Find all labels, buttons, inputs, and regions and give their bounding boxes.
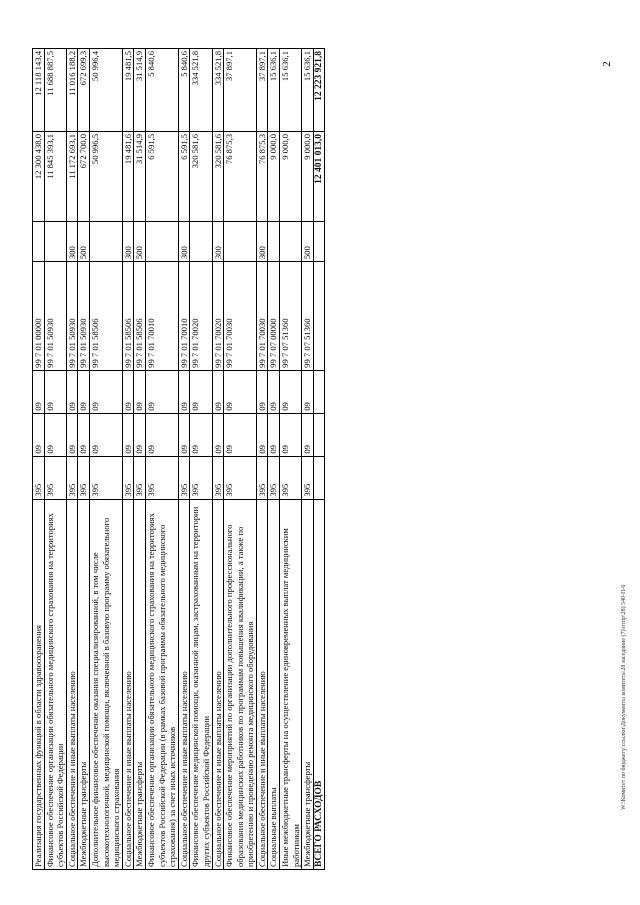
subsection-code: 09	[178, 370, 190, 413]
expense-type-code: 500	[78, 222, 90, 262]
actual-amount: 334 521,8	[212, 49, 224, 132]
table-row	[122, 49, 134, 870]
total-actual-amount: 12 223 921,8	[313, 49, 325, 132]
table-row	[178, 49, 190, 870]
subsection-code: 09	[280, 370, 302, 413]
subsection-code: 09	[190, 370, 212, 413]
table-row	[212, 49, 224, 870]
ministry-code: 395	[302, 456, 314, 499]
row-name: Межбюджетные трансферты	[302, 499, 314, 869]
section-code: 09	[178, 413, 190, 456]
expense-type-code	[145, 222, 178, 262]
expense-type-code	[89, 222, 122, 262]
expense-type-code: 500	[134, 222, 146, 262]
actual-amount: 12 118 143,4	[33, 49, 45, 132]
plan-amount: 320 581,6	[212, 131, 224, 221]
subsection-code: 09	[302, 370, 314, 413]
actual-amount: 50 996,4	[89, 49, 122, 132]
plan-amount: 6 591,5	[145, 131, 178, 221]
plan-amount: 9 000,0	[268, 131, 280, 221]
subsection-code: 09	[122, 370, 134, 413]
empty-cell	[313, 413, 325, 456]
row-name: Социальные выплаты	[268, 499, 280, 869]
footer-file-path: W:\Комитет по бюджету\ссылки\Документы комитета\28 заседание (7)\отпр\28) 540-П-6	[621, 584, 627, 810]
target-article-code: 99 7 01 50930	[44, 262, 66, 371]
table-row	[268, 49, 280, 870]
plan-amount: 6 591,5	[178, 131, 190, 221]
ministry-code: 395	[256, 456, 268, 499]
actual-amount: 11 016 188,2	[66, 49, 78, 132]
budget-table-rotated	[32, 48, 578, 870]
row-name: Финансовое обеспечение мероприятий по организации дополнительного профессионального образования медицинских работников по программам повышения квалификации, а также по приобретению и проведению ремонта медицинского оборудования	[224, 499, 257, 869]
row-name: Социальное обеспечение и иные выплаты населению	[212, 499, 224, 869]
ministry-code: 395	[280, 456, 302, 499]
table-row	[256, 49, 268, 870]
row-name: Финансовое обеспечение организации обязательного медицинского страхования на территориях субъектов Российской Федерации	[44, 499, 66, 869]
target-article-code: 99 7 07 00000	[268, 262, 280, 371]
ministry-code: 395	[224, 456, 257, 499]
plan-amount: 11 845 393,1	[44, 131, 66, 221]
plan-amount: 76 875,3	[224, 131, 257, 221]
target-article-code: 99 7 01 58506	[122, 262, 134, 371]
budget-table	[32, 48, 325, 870]
row-name: Социальное обеспечение и иные выплаты населению	[66, 499, 78, 869]
ministry-code: 395	[145, 456, 178, 499]
actual-amount: 5 840,6	[145, 49, 178, 132]
subsection-code: 09	[145, 370, 178, 413]
plan-amount: 11 172 693,1	[66, 131, 78, 221]
row-name: Социальное обеспечение и иные выплаты населению	[122, 499, 134, 869]
section-code: 09	[224, 413, 257, 456]
section-code: 09	[134, 413, 146, 456]
table-row	[145, 49, 178, 870]
row-name: Финансовое обеспечение организации обязательного медицинского страхования на территориях субъектов Российской Федерации (в рамках базовой программы обязательного медицинского страхования) за счет иных источников	[145, 499, 178, 869]
table-row	[66, 49, 78, 870]
section-code: 09	[268, 413, 280, 456]
table-row	[33, 49, 45, 870]
section-code: 09	[256, 413, 268, 456]
subsection-code: 09	[268, 370, 280, 413]
subsection-code: 09	[89, 370, 122, 413]
subsection-code: 09	[212, 370, 224, 413]
expense-type-code: 300	[178, 222, 190, 262]
actual-amount: 37 897,1	[256, 49, 268, 132]
ministry-code: 395	[178, 456, 190, 499]
target-article-code: 99 7 07 51360	[280, 262, 302, 371]
expense-type-code	[280, 222, 302, 262]
section-code: 09	[66, 413, 78, 456]
row-name: Финансовое обеспечение медицинской помощи, оказанной лицам, застрахованным на территории других субъектов Российской Федерации	[190, 499, 212, 869]
ministry-code: 395	[33, 456, 45, 499]
actual-amount: 19 481,5	[122, 49, 134, 132]
table-row	[190, 49, 212, 870]
total-row	[313, 49, 325, 870]
row-name: Межбюджетные трансферты	[134, 499, 146, 869]
target-article-code: 99 7 07 51360	[302, 262, 314, 371]
expense-type-code	[268, 222, 280, 262]
plan-amount: 9 000,0	[302, 131, 314, 221]
expense-type-code: 300	[212, 222, 224, 262]
actual-amount: 15 636,1	[302, 49, 314, 132]
empty-cell	[313, 370, 325, 413]
target-article-code: 99 7 01 58506	[89, 262, 122, 371]
subsection-code: 09	[33, 370, 45, 413]
expense-type-code	[224, 222, 257, 262]
section-code: 09	[89, 413, 122, 456]
table-row	[134, 49, 146, 870]
empty-cell	[313, 262, 325, 371]
empty-cell	[313, 456, 325, 499]
target-article-code: 99 7 01 00000	[33, 262, 45, 371]
section-code: 09	[78, 413, 90, 456]
row-name: Социальное обеспечение и иные выплаты населению	[256, 499, 268, 869]
ministry-code: 395	[212, 456, 224, 499]
plan-amount: 19 481,6	[122, 131, 134, 221]
target-article-code: 99 7 01 58506	[134, 262, 146, 371]
table-row	[78, 49, 90, 870]
table-row	[280, 49, 302, 870]
actual-amount: 5 840,6	[178, 49, 190, 132]
table-row	[89, 49, 122, 870]
table-row	[302, 49, 314, 870]
ministry-code: 395	[122, 456, 134, 499]
subsection-code: 09	[66, 370, 78, 413]
plan-amount: 9 000,0	[280, 131, 302, 221]
section-code: 09	[33, 413, 45, 456]
ministry-code: 395	[268, 456, 280, 499]
table-row	[44, 49, 66, 870]
plan-amount: 672 700,0	[78, 131, 90, 221]
subsection-code: 09	[224, 370, 257, 413]
expense-type-code: 300	[256, 222, 268, 262]
table-row	[224, 49, 257, 870]
total-label: ВСЕГО РАСХОДОВ	[313, 499, 325, 869]
section-code: 09	[44, 413, 66, 456]
ministry-code: 395	[89, 456, 122, 499]
empty-cell	[313, 222, 325, 262]
ministry-code: 395	[78, 456, 90, 499]
target-article-code: 99 7 01 70010	[178, 262, 190, 371]
plan-amount: 31 514,9	[134, 131, 146, 221]
row-name: Межбюджетные трансферты	[78, 499, 90, 869]
target-article-code: 99 7 01 50930	[78, 262, 90, 371]
section-code: 09	[280, 413, 302, 456]
target-article-code: 99 7 01 70030	[224, 262, 257, 371]
plan-amount: 76 875,3	[256, 131, 268, 221]
section-code: 09	[145, 413, 178, 456]
section-code: 09	[302, 413, 314, 456]
actual-amount: 15 636,1	[268, 49, 280, 132]
subsection-code: 09	[44, 370, 66, 413]
actual-amount: 37 897,1	[224, 49, 257, 132]
plan-amount: 320 581,6	[190, 131, 212, 221]
target-article-code: 99 7 01 70020	[212, 262, 224, 371]
ministry-code: 395	[66, 456, 78, 499]
section-code: 09	[122, 413, 134, 456]
row-name: Дополнительное финансовое обеспечение оказания специализированной, в том числе высокотехнологичной, медицинской помощи, включенной в базовую программу обязательного медицинского страхования	[89, 499, 122, 869]
row-name: Иные межбюджетные трансферты на осуществление единовременных выплат медицинским работникам	[280, 499, 302, 869]
row-name: Социальное обеспечение и иные выплаты населению	[178, 499, 190, 869]
subsection-code: 09	[78, 370, 90, 413]
plan-amount: 12 300 438,0	[33, 131, 45, 221]
total-plan-amount: 12 401 013,0	[313, 131, 325, 221]
section-code: 09	[190, 413, 212, 456]
section-code: 09	[212, 413, 224, 456]
expense-type-code: 300	[66, 222, 78, 262]
subsection-code: 09	[134, 370, 146, 413]
actual-amount: 15 636,1	[280, 49, 302, 132]
actual-amount: 672 699,3	[78, 49, 90, 132]
expense-type-code: 500	[302, 222, 314, 262]
target-article-code: 99 7 01 70030	[256, 262, 268, 371]
actual-amount: 31 514,9	[134, 49, 146, 132]
row-name: Реализация государственных функций в области здравоохранения	[33, 499, 45, 869]
expense-type-code	[44, 222, 66, 262]
ministry-code: 395	[44, 456, 66, 499]
expense-type-code	[190, 222, 212, 262]
actual-amount: 334 521,8	[190, 49, 212, 132]
actual-amount: 11 688 887,5	[44, 49, 66, 132]
plan-amount: 50 996,5	[89, 131, 122, 221]
expense-type-code: 300	[122, 222, 134, 262]
target-article-code: 99 7 01 50930	[66, 262, 78, 371]
ministry-code: 395	[190, 456, 212, 499]
expense-type-code	[33, 222, 45, 262]
page-number: 2	[600, 61, 613, 67]
target-article-code: 99 7 01 70020	[190, 262, 212, 371]
target-article-code: 99 7 01 70010	[145, 262, 178, 371]
ministry-code: 395	[134, 456, 146, 499]
subsection-code: 09	[256, 370, 268, 413]
